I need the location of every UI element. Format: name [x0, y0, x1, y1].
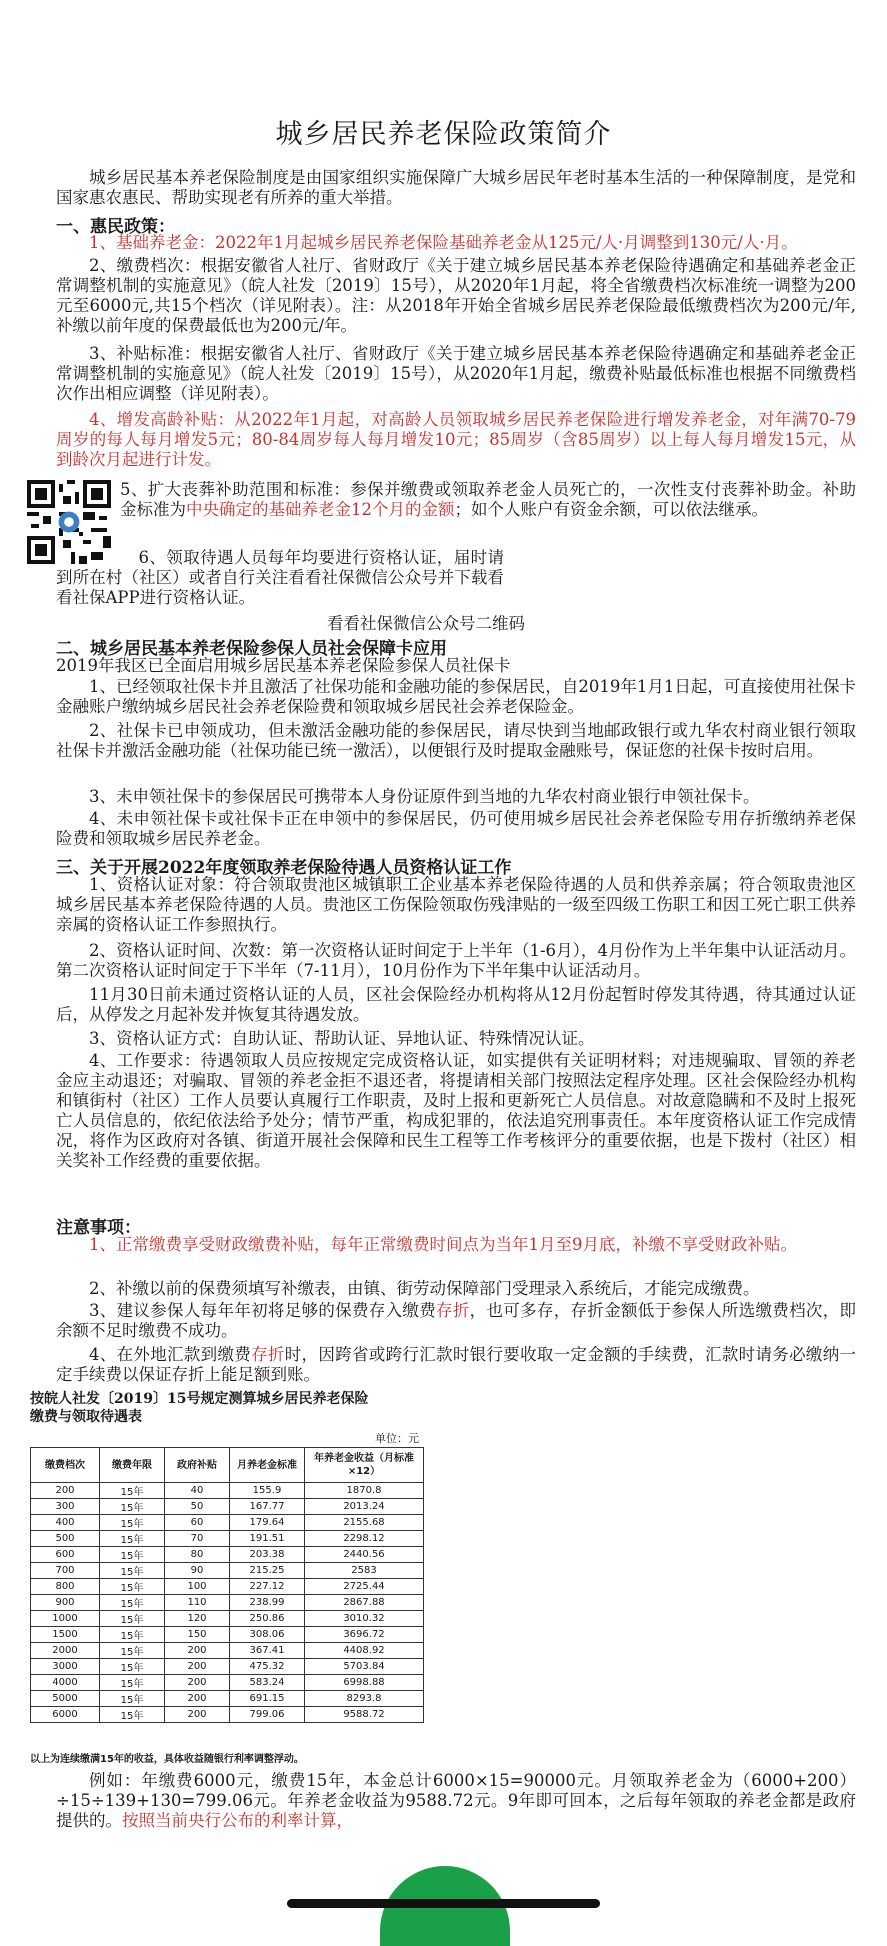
- note-item-1: 1、正常缴费享受财政缴费补贴，每年正常缴费时间点为当年1月至9月底，补缴不享受财政补贴。: [89, 1235, 797, 1254]
- table-cell: 2013.24: [305, 1499, 424, 1515]
- table-cell: 215.25: [230, 1563, 305, 1579]
- table-row: [31, 1483, 424, 1499]
- table-cell: 400: [31, 1515, 100, 1531]
- table-cell: 691.15: [230, 1691, 305, 1707]
- table-cell: 167.77: [230, 1499, 305, 1515]
- table-row: [31, 1627, 424, 1643]
- cert-item-2b: 11月30日前未通过资格认证的人员，区社会保险经办机构将从12月份起暂时停发其待遇，待其通过认证后，从停发之月起补发并恢复其待遇发放。: [56, 985, 856, 1024]
- example-text: 例如：年缴费6000元，缴费15年，本金总计6000×15=90000元。月领取养老金为（6000+200）÷15÷139+130=799.06元。年养老金收益为9588.72元。9年即可回本，之后每年领取的养老金都是政府提供的。: [56, 1771, 856, 1830]
- cert-item-1: 1、资格认证对象：符合领取贵池区城镇职工企业基本养老保险待遇的人员和供养亲属；符合领取贵池区城乡居民基本养老保险待遇的人员。贵池区工伤保险领取伤残津贴的一级至四级工伤职工和因工死亡职工供养亲属的资格认证工作参照执行。: [56, 875, 856, 934]
- table-cell: 2867.88: [305, 1595, 424, 1611]
- table-cell: 2440.56: [305, 1547, 424, 1563]
- table-unit: 单位：元: [375, 1432, 419, 1445]
- table-row: [31, 1659, 424, 1675]
- table-row: [31, 1707, 424, 1723]
- table-title-line2: 缴费与领取待遇表: [30, 1409, 142, 1425]
- table-cell: 4000: [31, 1675, 100, 1691]
- policy-item-5-text-a: 5、扩大丧葬补助范围和标准：参保并缴费或领取养老金人员死亡的，一次性支付丧葬补助金。补助金标准为: [120, 480, 856, 519]
- table-cell: 2155.68: [305, 1515, 424, 1531]
- table-row: [31, 1515, 424, 1531]
- policy-item-3: 3、补贴标准：根据安徽省人社厅、省财政厅《关于建立城乡居民基本养老保险待遇确定和基础养老金正常调整机制的实施意见》（皖人社发〔2019〕15号），从2020年1月起，缴费补贴最低标准也根据不同缴费档次作出相应调整（详见附表）。: [56, 344, 856, 403]
- table-note: 以上为连续缴满15年的收益，具体收益随银行利率调整浮动。: [30, 1754, 304, 1765]
- table-body: [31, 1483, 424, 1723]
- policy-item-4: 4、增发高龄补贴：从2022年1月起，对高龄人员领取城乡居民养老保险进行增发养老金，对年满70-79周岁的每人每月增发5元；80-84周岁每人每月增发10元；85周岁（含85周岁）以上每人每月增发15元，从到龄次月起进行计发。: [56, 410, 856, 469]
- card-item-2: 2、社保卡已申领成功，但未激活金融功能的参保居民，请尽快到当地邮政银行或九华农村商业银行领取社保卡并激活金融功能（社保功能已统一激活），以便银行及时提取金融账号，保证您的社保卡按时启用。: [56, 721, 856, 760]
- table-header-row: [31, 1448, 424, 1483]
- table-row: [31, 1643, 424, 1659]
- section2-heading: 二、城乡居民基本养老保险参保人员社会保障卡应用: [56, 639, 447, 659]
- table-row: [31, 1547, 424, 1563]
- table-cell: 15年: [100, 1707, 165, 1723]
- table-cell: 100: [165, 1579, 230, 1595]
- table-row: [31, 1563, 424, 1579]
- table-cell: 200: [165, 1691, 230, 1707]
- note-item-4: [56, 1345, 856, 1385]
- table-cell: 15年: [100, 1579, 165, 1595]
- table-cell: 1500: [31, 1627, 100, 1643]
- section1-heading: 一、惠民政策：: [56, 217, 175, 237]
- contribution-table: [30, 1447, 424, 1723]
- col-header: 缴费年限: [100, 1448, 165, 1483]
- table-cell: 15年: [100, 1659, 165, 1675]
- table-row: [31, 1691, 424, 1707]
- table-cell: 2298.12: [305, 1531, 424, 1547]
- note-item-3: [56, 1301, 856, 1341]
- table-cell: 15年: [100, 1691, 165, 1707]
- table-cell: 8293.8: [305, 1691, 424, 1707]
- table-cell: 2000: [31, 1643, 100, 1659]
- note-item-3-highlight: 存折: [436, 1301, 470, 1320]
- table-cell: 2725.44: [305, 1579, 424, 1595]
- table-cell: 1000: [31, 1611, 100, 1627]
- table-cell: 367.41: [230, 1643, 305, 1659]
- table-cell: 90: [165, 1563, 230, 1579]
- note-item-4-text-b: 时，因跨省或跨行汇款时银行要收取一定金额的手续费，汇款时请务必缴纳一定手续费以保证存折上能足额到账。: [56, 1345, 857, 1384]
- table-cell: 308.06: [230, 1627, 305, 1643]
- table-row: [31, 1675, 424, 1691]
- table-cell: 120: [165, 1611, 230, 1627]
- table-cell: 15年: [100, 1627, 165, 1643]
- intro-paragraph: 城乡居民基本养老保险制度是由国家组织实施保障广大城乡居民年老时基本生活的一种保障制度，是党和国家惠农惠民、帮助实现老有所养的重大举措。: [56, 168, 856, 207]
- table-cell: 9588.72: [305, 1707, 424, 1723]
- table-cell: 15年: [100, 1595, 165, 1611]
- table-cell: 4408.92: [305, 1643, 424, 1659]
- policy-item-5: [120, 480, 856, 520]
- table-cell: 70: [165, 1531, 230, 1547]
- note-item-4-text-a: 4、在外地汇款到缴费: [89, 1345, 252, 1364]
- table-cell: 200: [165, 1643, 230, 1659]
- col-header: 月养老金标准: [230, 1448, 305, 1483]
- table-cell: 5703.84: [305, 1659, 424, 1675]
- note-item-3-text-a: 3、建议参保人每年年初将足够的保费存入缴费: [89, 1301, 437, 1320]
- table-cell: 300: [31, 1499, 100, 1515]
- table-cell: 15年: [100, 1483, 165, 1499]
- table-cell: 200: [31, 1483, 100, 1499]
- home-indicator[interactable]: [287, 1899, 600, 1908]
- table-cell: 6998.88: [305, 1675, 424, 1691]
- table-cell: 600: [31, 1547, 100, 1563]
- table-cell: 200: [165, 1707, 230, 1723]
- table-cell: 155.9: [230, 1483, 305, 1499]
- note-item-3-text-b: ，也可多存，存折金额低于参保人所选缴费档次，即余额不足时缴费不成功。: [56, 1301, 857, 1340]
- section3-heading: 三、关于开展2022年度领取养老保险待遇人员资格认证工作: [56, 858, 512, 878]
- table-cell: 238.99: [230, 1595, 305, 1611]
- policy-item-1: 1、基础养老金：2022年1月起城乡居民养老保险基础养老金从125元/人·月调整到130元/人·月。: [89, 233, 798, 252]
- table-cell: 150: [165, 1627, 230, 1643]
- card-item-3: 3、未申领社保卡的参保居民可携带本人身份证原件到当地的九华农村商业银行申领社保卡。: [89, 787, 760, 806]
- qr-caption: 看看社保微信公众号二维码: [327, 614, 525, 633]
- cert-item-2: 2、资格认证时间、次数：第一次资格认证时间定于上半年（1-6月），4月份作为上半年集中认证活动月。第二次资格认证时间定于下半年（7-11月），10月份作为下半年集中认证活动月。: [56, 941, 856, 980]
- table-cell: 15年: [100, 1643, 165, 1659]
- policy-item-2: 2、缴费档次：根据安徽省人社厅、省财政厅《关于建立城乡居民基本养老保险待遇确定和基础养老金正常调整机制的实施意见》（皖人社发〔2019〕15号），从2020年1月起，将全省缴费档次标准统一调整为200元至6000元,共15个档次（详见附表）。注：从2018年开始全省城乡居民养老保险最低缴费档次为200元/年,补缴以前年度的保费最低也为200元/年。: [56, 256, 856, 335]
- table-cell: 5000: [31, 1691, 100, 1707]
- notes-heading: 注意事项：: [56, 1218, 141, 1238]
- table-cell: 179.64: [230, 1515, 305, 1531]
- table-cell: 6000: [31, 1707, 100, 1723]
- col-header: 政府补贴: [165, 1448, 230, 1483]
- policy-item-5-highlight: 中央确定的基础养老金12个月的金额: [186, 500, 455, 519]
- table-cell: 15年: [100, 1547, 165, 1563]
- table-row: [31, 1499, 424, 1515]
- card-item-1: 1、已经领取社保卡并且激活了社保功能和金融功能的参保居民，自2019年1月1日起，可直接使用社保卡金融账户缴纳城乡居民社会养老保险费和领取城乡居民社会养老保险金。: [56, 677, 856, 716]
- table-cell: 40: [165, 1483, 230, 1499]
- note-item-2: 2、补缴以前的保费须填写补缴表，由镇、街劳动保障部门受理录入系统后，才能完成缴费。: [89, 1279, 760, 1298]
- table-cell: 800: [31, 1579, 100, 1595]
- table-cell: 15年: [100, 1499, 165, 1515]
- section2-lead: 2019年我区已全面启用城乡居民基本养老保险参保人员社保卡: [56, 656, 511, 675]
- table-cell: 15年: [100, 1675, 165, 1691]
- table-cell: 200: [165, 1675, 230, 1691]
- table-cell: 50: [165, 1499, 230, 1515]
- table-cell: 80: [165, 1547, 230, 1563]
- table-row: [31, 1579, 424, 1595]
- table-cell: 583.24: [230, 1675, 305, 1691]
- example-paragraph: [56, 1771, 856, 1831]
- table-title-line1: 按皖人社发〔2019〕15号规定测算城乡居民养老保险: [30, 1391, 369, 1407]
- table-cell: 200: [165, 1659, 230, 1675]
- table-cell: 700: [31, 1563, 100, 1579]
- table-cell: 900: [31, 1595, 100, 1611]
- table-cell: 500: [31, 1531, 100, 1547]
- table-cell: 110: [165, 1595, 230, 1611]
- table-cell: 799.06: [230, 1707, 305, 1723]
- table-cell: 3696.72: [305, 1627, 424, 1643]
- table-cell: 1870.8: [305, 1483, 424, 1499]
- table-cell: 250.86: [230, 1611, 305, 1627]
- table-cell: 60: [165, 1515, 230, 1531]
- table-cell: 2583: [305, 1563, 424, 1579]
- example-highlight: 按照当前央行公布的利率计算，: [122, 1811, 353, 1830]
- table-cell: 3000: [31, 1659, 100, 1675]
- policy-item-5-text-b: ；如个人账户有资金余额，可以依法继承。: [454, 500, 768, 519]
- page-title: 城乡居民养老保险政策简介: [275, 119, 612, 150]
- table-cell: 227.12: [230, 1579, 305, 1595]
- col-header: 年养老金收益（月标准×12）: [305, 1448, 424, 1483]
- table-cell: 475.32: [230, 1659, 305, 1675]
- cert-item-3: 3、资格认证方式：自助认证、帮助认证、异地认证、特殊情况认证。: [89, 1029, 595, 1048]
- table-row: [31, 1531, 424, 1547]
- table-cell: 203.38: [230, 1547, 305, 1563]
- table-cell: 3010.32: [305, 1611, 424, 1627]
- table-cell: 15年: [100, 1531, 165, 1547]
- table-cell: 15年: [100, 1515, 165, 1531]
- table-cell: 191.51: [230, 1531, 305, 1547]
- table-cell: 15年: [100, 1611, 165, 1627]
- col-header: 缴费档次: [31, 1448, 100, 1483]
- table-row: [31, 1611, 424, 1627]
- table-cell: 15年: [100, 1563, 165, 1579]
- cert-item-4: 4、工作要求：待遇领取人员应按规定完成资格认证，如实提供有关证明材料；对违规骗取、冒领的养老金应主动退还；对骗取、冒领的养老金拒不退还者，将提请相关部门按照法定程序处理。区社会保险经办机构和镇街村（社区）工作人员要认真履行工作职责，及时上报和更新死亡人员信息。对故意隐瞒和不及时上报死亡人员信息的，依纪依法给予处分；情节严重，构成犯罪的，依法追究刑事责任。本年度资格认证工作完成情况，将作为区政府对各镇、街道开展社会保障和民生工程等工作考核评分的重要依据，也是下拨村（社区）相关奖补工作经费的重要依据。: [56, 1051, 856, 1170]
- policy-item-6: 6、领取待遇人员每年均要进行资格认证，届时请到所在村（社区）或者自行关注看看社保微信公众号并下载看看社保APP进行资格认证。: [56, 548, 504, 607]
- card-item-4: 4、未申领社保卡或社保卡正在申领中的参保居民，仍可使用城乡居民社会养老保险专用存折缴纳养老保险费和领取城乡居民养老金。: [56, 809, 856, 848]
- note-item-4-highlight: 存折: [251, 1345, 285, 1364]
- table-row: [31, 1595, 424, 1611]
